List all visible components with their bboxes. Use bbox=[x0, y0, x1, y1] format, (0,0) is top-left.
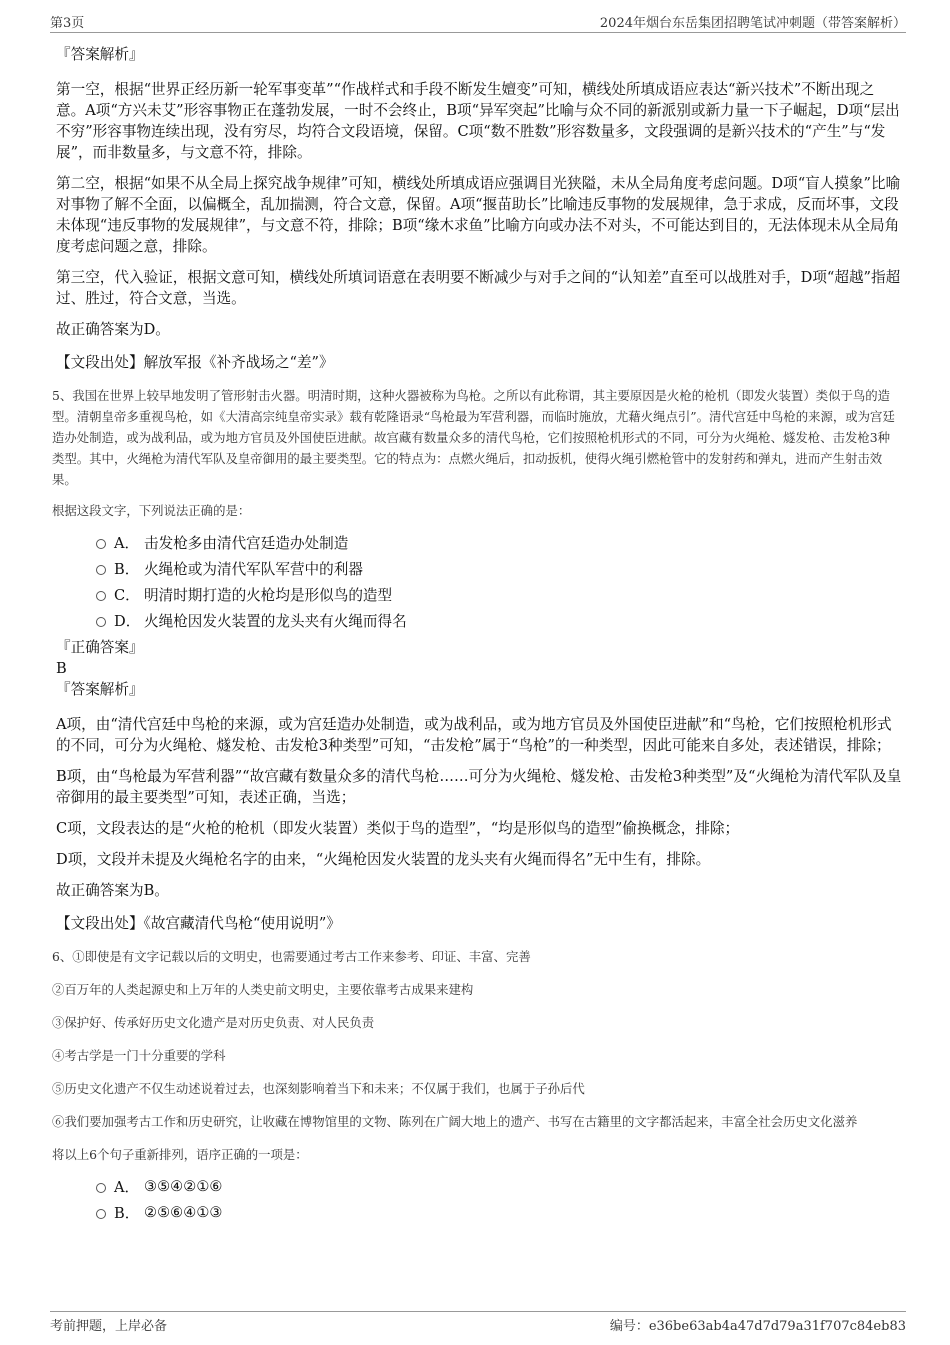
footer-slogan: 考前押题，上岸必备 bbox=[50, 1319, 168, 1334]
q5-analysis-c: C项，文段表达的是“火枪的枪机（即发火装置）类似于鸟的造型”，“均是形似鸟的造型”偷换概念，排除； bbox=[56, 820, 740, 837]
q5-conclusion: 故正确答案为B。 bbox=[56, 882, 169, 899]
q4-conclusion: 故正确答案为D。 bbox=[56, 321, 170, 338]
q4-analysis-paragraph-3: 第三空，代入验证，根据文意可知，横线处所填词语意在表明要不断减少与对手之间的“认知差”直至可以战胜对手，D项“超越”指超过、胜过，符合文意，当选。 bbox=[56, 269, 901, 307]
option-text: 明清时期打造的火枪均是形似鸟的造型 bbox=[144, 586, 393, 604]
q6-sentence-1: 6、①即使是有文字记载以后的文明史，也需要通过考古工作来参考、印证、丰富、完善 bbox=[52, 949, 531, 964]
option-letter: D． bbox=[114, 612, 141, 630]
option-letter: B． bbox=[114, 560, 140, 578]
q5-options bbox=[96, 529, 902, 633]
radio-icon[interactable] bbox=[96, 539, 106, 549]
q5-answer-label: 『正确答案』 bbox=[56, 639, 144, 656]
q4-analysis-paragraph-2: 第二空，根据“如果不从全局上探究战争规律”可知，横线处所填成语应强调目光狭隘，未从全局角度考虑问题。D项“盲人摸象”比喻对事物了解不全面，以偏概全，乱加揣测，符合文意，保留。A项“揠苗助长”比喻违反事物的发展规律，急于求成，反而坏事，文段未体现“违反事物的发展规律”，与文意不符，排除；B项“缘木求鱼”比喻方向或办法不对头，不可能达到目的，无法体现未从全局角度考虑问题之意，排除。 bbox=[56, 175, 901, 255]
q5-analysis-d: D项，文段并未提及火绳枪名字的由来，“火绳枪因发火装置的龙头夹有火绳而得名”无中生有，排除。 bbox=[56, 851, 711, 868]
q6-sentence-4: ④考古学是一门十分重要的学科 bbox=[52, 1048, 226, 1063]
q6-prompt: 将以上6个句子重新排列，语序正确的一项是： bbox=[52, 1147, 308, 1162]
radio-icon[interactable] bbox=[96, 1209, 106, 1219]
q6-option-a[interactable] bbox=[96, 1173, 902, 1199]
q6-sentence-5: ⑤历史文化遗产不仅生动述说着过去，也深刻影响着当下和未来；不仅属于我们，也属于子孙后代 bbox=[52, 1081, 585, 1096]
q5-source: 【文段出处】《故宫藏清代鸟枪“使用说明”》 bbox=[56, 915, 341, 932]
radio-icon[interactable] bbox=[96, 591, 106, 601]
document-title: 2024年烟台东岳集团招聘笔试冲刺题（带答案解析） bbox=[599, 16, 906, 31]
q5-option-b[interactable] bbox=[96, 555, 902, 581]
q6-sentence-3: ③保护好、传承好历史文化遗产是对历史负责、对人民负责 bbox=[52, 1015, 375, 1030]
q5-answer: B bbox=[56, 660, 67, 677]
q5-option-a[interactable] bbox=[96, 529, 902, 555]
option-text: 火绳枪或为清代军队军营中的利器 bbox=[144, 560, 363, 578]
option-letter: A． bbox=[114, 1178, 140, 1196]
q5-prompt: 根据这段文字，下列说法正确的是： bbox=[52, 503, 251, 518]
q6-sentence-6: ⑥我们要加强考古工作和历史研究，让收藏在博物馆里的文物、陈列在广阔大地上的遗产、书写在古籍里的文字都活起来，丰富全社会历史文化滋养 bbox=[52, 1114, 858, 1129]
q6-options bbox=[96, 1173, 902, 1225]
q5-analysis-b: B项，由“鸟枪最为军营利器”“故宫藏有数量众多的清代鸟枪……可分为火绳枪、燧发枪、击发枪3种类型”及“火绳枪为清代军队及皇帝御用的最主要类型”可知，表述正确，当选； bbox=[56, 768, 902, 806]
q6-sentence-2: ②百万年的人类起源史和上万年的人类史前文明史，主要依靠考古成果来建构 bbox=[52, 982, 474, 997]
document-id: 编号：e36be63ab4a47d7d79a31f707c84eb83 bbox=[609, 1319, 906, 1334]
option-letter: C． bbox=[114, 586, 140, 604]
q4-source: 【文段出处】解放军报《补齐战场之“差”》 bbox=[56, 354, 334, 371]
option-text: 火绳枪因发火装置的龙头夹有火绳而得名 bbox=[144, 612, 407, 630]
option-text: 击发枪多由清代宫廷造办处制造 bbox=[144, 534, 349, 552]
radio-icon[interactable] bbox=[96, 1183, 106, 1193]
q5-stem: 5、我国在世界上较早地发明了管形射击火器。明清时期，这种火器被称为鸟枪。之所以有此称谓，其主要原因是火枪的枪机（即发火装置）类似于鸟的造型。清朝皇帝多重视鸟枪，如《大清高宗纯皇帝实录》载有乾隆语录“鸟枪最为军营利器，而临时施放，尤藉火绳点引”。清代宫廷中鸟枪的来源，或为宫廷造办处制造，或为战利品，或为地方官员及外国使臣进献。故宫藏有数量众多的清代鸟枪，它们按照枪机形式的不同，可分为火绳枪、燧发枪、击发枪3种类型。其中，火绳枪为清代军队及皇帝御用的最主要类型。它的特点为：点燃火绳后，扣动扳机，使得火绳引燃枪管中的发射药和弹丸，进而产生射击效果。 bbox=[52, 388, 895, 487]
q6-option-b[interactable] bbox=[96, 1199, 902, 1225]
radio-icon[interactable] bbox=[96, 565, 106, 575]
q4-analysis-label: 『答案解析』 bbox=[56, 46, 144, 63]
q5-option-d[interactable] bbox=[96, 607, 902, 633]
q5-analysis-label: 『答案解析』 bbox=[56, 681, 144, 698]
radio-icon[interactable] bbox=[96, 617, 106, 627]
option-letter: A． bbox=[114, 534, 140, 552]
q5-option-c[interactable] bbox=[96, 581, 902, 607]
q5-analysis-a: A项，由“清代宫廷中鸟枪的来源，或为宫廷造办处制造，或为战利品，或为地方官员及外国使臣进献”和“鸟枪，它们按照枪机形式的不同，可分为火绳枪、燧发枪、击发枪3种类型”可知，“击发枪”属于“鸟枪”的一种类型，因此可能来自多处，表述错误，排除； bbox=[56, 716, 892, 754]
page-header bbox=[50, 12, 906, 33]
q4-analysis-paragraph-1: 第一空，根据“世界正经历新一轮军事变革”“作战样式和手段不断发生嬗变”可知，横线处所填成语应表达“新兴技术”不断出现之意。A项“方兴未艾”形容事物正在蓬勃发展，一时不会终止，B项“异军突起”比喻与众不同的新派别或新力量一下子崛起，D项“层出不穷”形容事物连续出现，没有穷尽，均符合文段语境，保留。C项“数不胜数”形容数量多，文段强调的是新兴技术的“产生”与“发展”，而非数量多，与文意不符，排除。 bbox=[56, 81, 900, 161]
option-text: ②⑤⑥④①③ bbox=[144, 1203, 223, 1221]
page-footer bbox=[50, 1311, 906, 1335]
option-letter: B． bbox=[114, 1204, 140, 1222]
option-text: ③⑤④②①⑥ bbox=[144, 1177, 223, 1195]
page-content bbox=[52, 44, 902, 1229]
page-number: 第3页 bbox=[50, 16, 85, 31]
